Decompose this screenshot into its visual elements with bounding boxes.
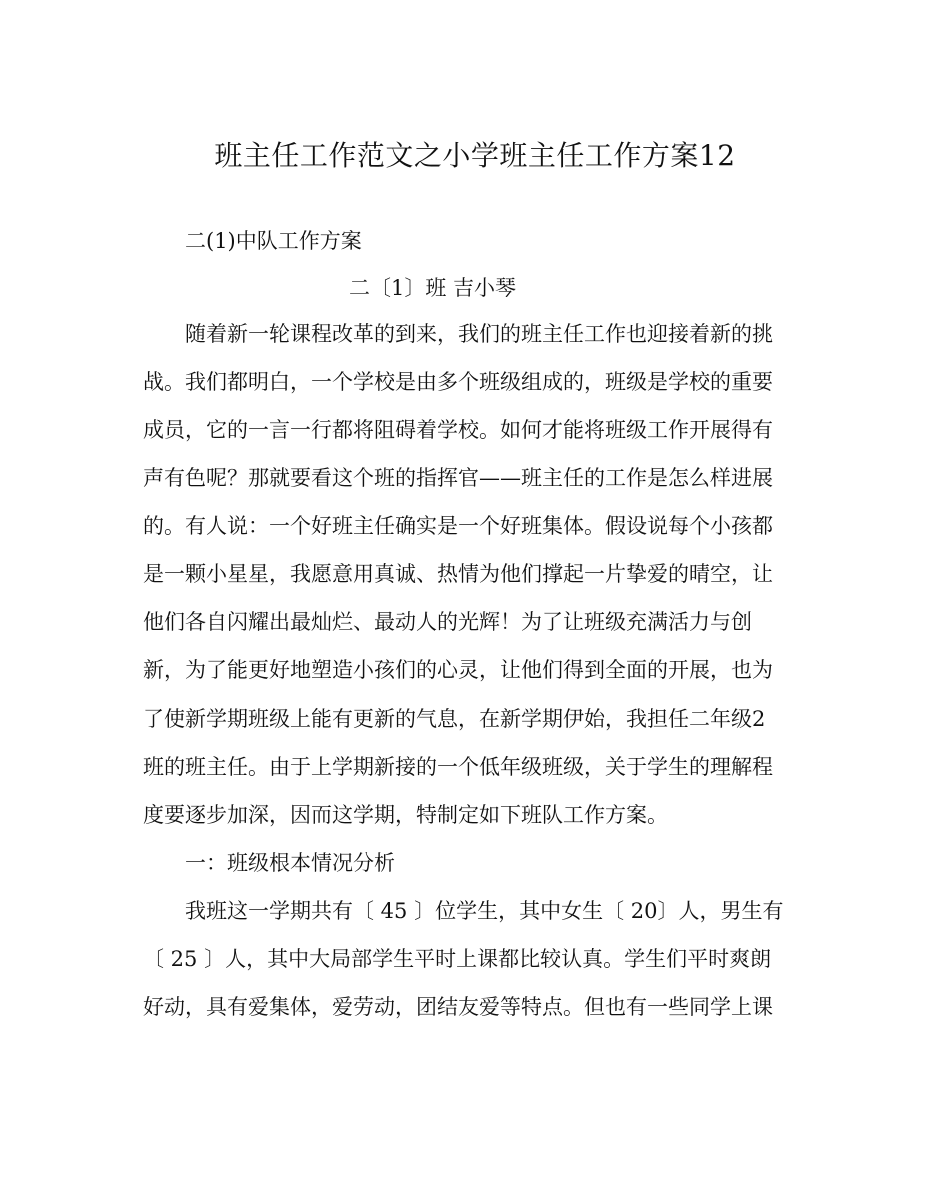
paragraph-line: 他们各自闪耀出最灿烂、最动人的光辉！为了让班级充满活力与创 — [143, 610, 752, 634]
paragraph-line: 了使新学期班级上能有更新的气息，在新学期伊始，我担任二年级2 — [143, 707, 766, 731]
paragraph-line: 我班这一学期共有〔 45 〕位学生，其中女生〔 20〕人，男生有 — [185, 899, 784, 923]
document-title: 班主任工作范文之小学班主任工作方案12 — [214, 139, 736, 172]
paragraph-line: 随着新一轮课程改革的到来，我们的班主任工作也迎接着新的挑 — [185, 322, 773, 346]
paragraph-line: 度要逐步加深，因而这学期，特制定如下班队工作方案。 — [143, 803, 668, 827]
paragraph-line: 是一颗小星星，我愿意用真诚、热情为他们撑起一片挚爱的晴空，让 — [143, 562, 773, 586]
paragraph-line: 好动，具有爱集体，爱劳动，团结友爱等特点。但也有一些同学上课 — [143, 995, 773, 1019]
subtitle: 二(1)中队工作方案 — [185, 229, 362, 253]
paragraph-line: 新，为了能更好地塑造小孩们的心灵，让他们得到全面的开展，也为 — [143, 658, 773, 682]
paragraph-line: 声有色呢？那就要看这个班的指挥官——班主任的工作是怎么样进展 — [143, 466, 773, 490]
paragraph-line: 〔 25 〕人，其中大局部学生平时上课都比较认真。学生们平时爽朗 — [143, 947, 772, 971]
section-heading: 一：班级根本情况分析 — [185, 851, 395, 875]
paragraph-line: 班的班主任。由于上学期新接的一个低年级班级，关于学生的理解程 — [143, 755, 773, 779]
paragraph-line: 的。有人说：一个好班主任确实是一个好班集体。假设说每个小孩都 — [143, 514, 773, 538]
author-line: 二〔1〕班 吉小琴 — [349, 276, 517, 300]
paragraph-line: 战。我们都明白，一个学校是由多个班级组成的，班级是学校的重要 — [143, 370, 773, 394]
paragraph-line: 成员，它的一言一行都将阻碍着学校。如何才能将班级工作开展得有 — [143, 418, 773, 442]
